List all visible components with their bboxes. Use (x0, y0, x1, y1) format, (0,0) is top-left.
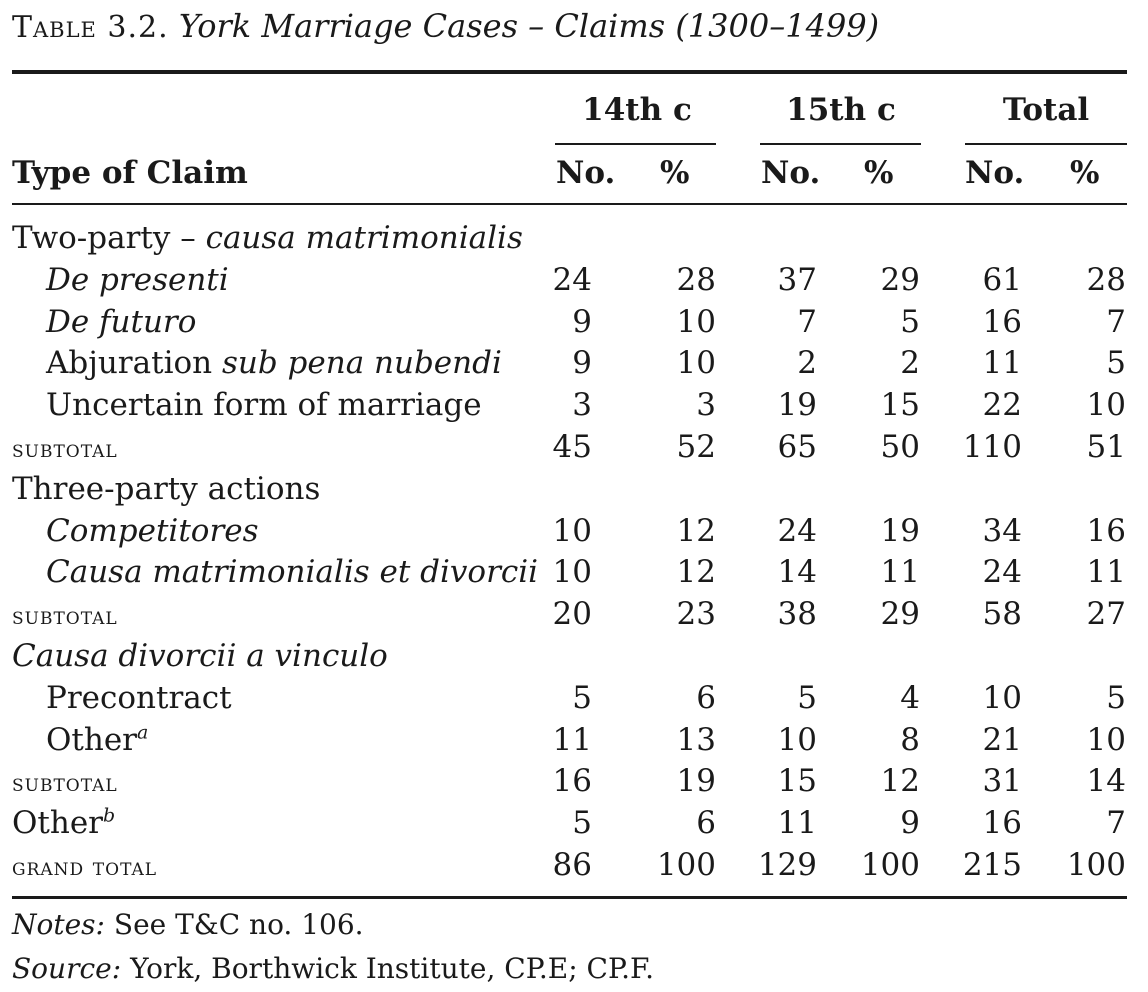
row-label (46, 259, 229, 301)
table-cell: 28 (1086, 262, 1126, 298)
table-cell: 27 (1086, 596, 1126, 632)
table-caption (12, 6, 879, 48)
row-label-italic: Competitores (46, 513, 259, 549)
row-label-italic: sub pena nubendi (221, 345, 502, 381)
row-label (12, 635, 388, 677)
group-rule-15th (760, 143, 921, 145)
row-label (46, 510, 259, 552)
row-label-italic: Causa divorcii a vinculo (12, 638, 388, 674)
row-label-text: Other (46, 722, 138, 758)
table-cell: 14 (777, 554, 817, 590)
group-rule-14th (555, 143, 716, 145)
row-label (46, 384, 482, 426)
table-cell: 5 (572, 805, 592, 841)
table-cell: 23 (676, 596, 716, 632)
table-cell: 5 (1106, 680, 1126, 716)
table-cell: 110 (962, 429, 1022, 465)
row-label-text: Other (12, 805, 104, 841)
notes-label: Notes: (12, 908, 105, 941)
group-header-14th: 14th c (582, 92, 692, 128)
table-cell: 24 (982, 554, 1022, 590)
row-label (12, 844, 157, 888)
table-cell: 29 (880, 262, 920, 298)
row-label-italic: Causa matrimonialis et divorcii (46, 554, 539, 590)
row-label-text: Uncertain form of marriage (46, 387, 482, 423)
row-label (12, 426, 118, 470)
table-cell: 28 (676, 262, 716, 298)
row-label-italic: De futuro (46, 304, 197, 340)
footnote-marker: a (137, 721, 149, 744)
table-cell: 5 (1106, 345, 1126, 381)
row-label (12, 593, 118, 637)
table-cell: 24 (777, 513, 817, 549)
table-cell: 86 (552, 847, 592, 883)
table-cell: 19 (777, 387, 817, 423)
table-cell: 12 (880, 763, 920, 799)
col-header-pct-14th: % (660, 155, 690, 191)
footnote-marker: b (103, 804, 116, 827)
table-cell: 11 (880, 554, 920, 590)
table-cell: 21 (982, 722, 1022, 758)
table-cell: 16 (1086, 513, 1126, 549)
table-cell: 10 (552, 554, 592, 590)
table-cell: 6 (696, 680, 716, 716)
table-cell: 100 (656, 847, 716, 883)
table-cell: 2 (797, 345, 817, 381)
row-label (46, 551, 538, 593)
table-cell: 7 (1106, 304, 1126, 340)
row-label-text: Precontract (46, 680, 232, 716)
table-cell: 22 (982, 387, 1022, 423)
notes-line (12, 906, 364, 944)
table-cell: 9 (572, 345, 592, 381)
table-cell: 10 (777, 722, 817, 758)
table-cell: 38 (777, 596, 817, 632)
row-label (12, 468, 320, 510)
table-cell: 5 (900, 304, 920, 340)
col-header-no-total: No. (965, 155, 1025, 191)
table-cell: 31 (982, 763, 1022, 799)
table-cell: 16 (982, 805, 1022, 841)
row-label (46, 342, 502, 384)
table-cell: 29 (880, 596, 920, 632)
table-cell: 10 (982, 680, 1022, 716)
col-header-no-14th: No. (556, 155, 616, 191)
grand-total-label: grand total (12, 853, 158, 881)
col-header-no-15th: No. (761, 155, 821, 191)
table-cell: 7 (1106, 805, 1126, 841)
table-cell: 11 (1086, 554, 1126, 590)
table-cell: 20 (552, 596, 592, 632)
table-cell: 15 (880, 387, 920, 423)
table-cell: 100 (1066, 847, 1126, 883)
table-cell: 2 (900, 345, 920, 381)
row-label (46, 677, 232, 719)
table-cell: 11 (982, 345, 1022, 381)
table-cell: 15 (777, 763, 817, 799)
row-label (12, 760, 118, 804)
table-cell: 34 (982, 513, 1022, 549)
table-cell: 10 (676, 304, 716, 340)
table-cell: 100 (860, 847, 920, 883)
table-cell: 6 (696, 805, 716, 841)
table-cell: 10 (1086, 722, 1126, 758)
table-cell: 7 (797, 304, 817, 340)
table-cell: 52 (676, 429, 716, 465)
row-label-italic: causa matrimonialis (205, 220, 523, 256)
table-cell: 4 (900, 680, 920, 716)
row-label (46, 719, 148, 761)
subtotal-label: subtotal (12, 435, 118, 463)
table-cell: 3 (696, 387, 716, 423)
table-cell: 24 (552, 262, 592, 298)
source-line (12, 950, 654, 988)
table-cell: 10 (552, 513, 592, 549)
table-cell: 9 (572, 304, 592, 340)
table-cell: 11 (552, 722, 592, 758)
table-cell: 215 (962, 847, 1022, 883)
row-label (12, 802, 115, 844)
table-cell: 16 (552, 763, 592, 799)
table-cell: 16 (982, 304, 1022, 340)
notes-text: See T&C no. 106. (113, 908, 364, 941)
row-label-text: Three-party actions (12, 471, 321, 507)
table-cell: 11 (777, 805, 817, 841)
table-cell: 19 (880, 513, 920, 549)
source-label: Source: (12, 952, 122, 985)
bottom-rule (12, 896, 1127, 899)
row-label-text: Two-party – (12, 220, 206, 256)
table-cell: 129 (757, 847, 817, 883)
table-title: York Marriage Cases – Claims (1300–1499) (178, 7, 880, 45)
source-text: York, Borthwick Institute, CP.E; CP.F. (130, 952, 654, 985)
stub-header: Type of Claim (12, 155, 248, 191)
table-cell: 50 (880, 429, 920, 465)
table-cell: 10 (1086, 387, 1126, 423)
table-cell: 8 (900, 722, 920, 758)
top-rule (12, 70, 1127, 74)
group-rule-total (965, 143, 1127, 145)
subtotal-label: subtotal (12, 602, 118, 630)
row-label (46, 301, 196, 343)
table-cell: 10 (676, 345, 716, 381)
table-cell: 13 (676, 722, 716, 758)
col-header-pct-total: % (1070, 155, 1100, 191)
table-cell: 45 (552, 429, 592, 465)
header-rule (12, 203, 1127, 205)
table-cell: 51 (1086, 429, 1126, 465)
table-cell: 37 (777, 262, 817, 298)
col-header-pct-15th: % (864, 155, 894, 191)
table-cell: 19 (676, 763, 716, 799)
table-cell: 12 (676, 554, 716, 590)
row-label-text: Abjuration (46, 345, 222, 381)
row-label (12, 217, 523, 259)
group-header-total: Total (1002, 92, 1090, 128)
table-cell: 5 (572, 680, 592, 716)
subtotal-label: subtotal (12, 769, 118, 797)
table-cell: 65 (777, 429, 817, 465)
group-header-15th: 15th c (786, 92, 896, 128)
table-cell: 14 (1086, 763, 1126, 799)
table-label: Table 3.2. (12, 10, 169, 45)
row-label-italic: De presenti (46, 262, 229, 298)
table-cell: 3 (572, 387, 592, 423)
table-cell: 58 (982, 596, 1022, 632)
table-cell: 61 (982, 262, 1022, 298)
table-cell: 12 (676, 513, 716, 549)
table-cell: 9 (900, 805, 920, 841)
table-cell: 5 (797, 680, 817, 716)
